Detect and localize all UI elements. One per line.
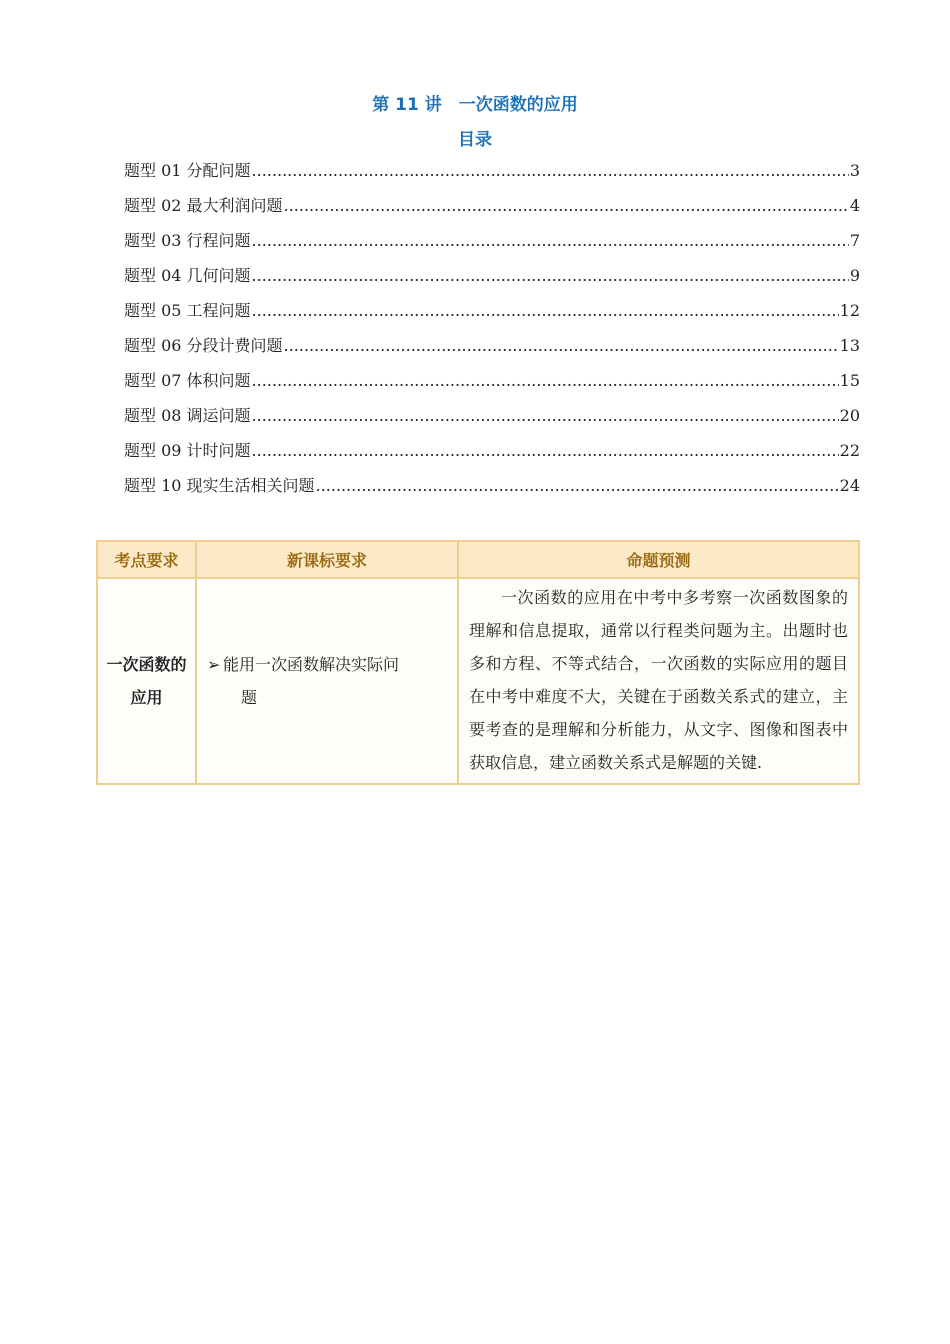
toc-leader-dots xyxy=(284,193,849,219)
standard-text-line2: 题 xyxy=(241,688,258,707)
toc-entry-page: 12 xyxy=(839,301,860,320)
page-title: 第 11 讲 一次函数的应用 xyxy=(372,95,578,115)
toc-entry-page: 24 xyxy=(839,476,860,495)
toc-entry-label: 题型 03 行程问题 xyxy=(124,231,251,250)
toc-entry-page: 9 xyxy=(849,266,860,285)
header-curriculum-standard: 新课标要求 xyxy=(196,541,458,578)
toc-heading: 目录 xyxy=(458,130,492,150)
toc-entry-page: 15 xyxy=(839,371,860,390)
toc-entry-label: 题型 09 计时问题 xyxy=(124,441,251,460)
toc-entry-label: 题型 07 体积问题 xyxy=(124,371,251,390)
toc-leader-dots xyxy=(252,368,839,394)
toc-entry-label: 题型 04 几何问题 xyxy=(124,266,251,285)
toc-entry[interactable] xyxy=(124,473,860,508)
toc-entry[interactable] xyxy=(124,333,860,368)
toc-entry-page: 22 xyxy=(839,441,860,460)
toc-entry[interactable] xyxy=(124,403,860,438)
toc-entry-label: 题型 08 调运问题 xyxy=(124,406,251,425)
toc-entry-label: 题型 02 最大利润问题 xyxy=(124,196,283,215)
toc-entry-page: 3 xyxy=(849,161,860,180)
toc-leader-dots xyxy=(252,403,839,429)
toc-entry[interactable] xyxy=(124,158,860,193)
toc-leader-dots xyxy=(316,473,839,499)
toc-leader-dots xyxy=(252,298,839,324)
toc-entry[interactable] xyxy=(124,298,860,333)
toc-entry-label: 题型 06 分段计费问题 xyxy=(124,336,283,355)
table-of-contents xyxy=(124,158,860,508)
toc-entry[interactable] xyxy=(124,438,860,473)
arrow-bullet-icon: ➢ xyxy=(207,655,221,674)
toc-entry[interactable] xyxy=(124,263,860,298)
toc-entry-label: 题型 05 工程问题 xyxy=(124,301,251,320)
toc-entry[interactable] xyxy=(124,193,860,228)
standard-cell xyxy=(196,578,458,784)
toc-entry[interactable] xyxy=(124,368,860,403)
standard-text-line1: 能用一次函数解决实际问 xyxy=(223,655,400,674)
toc-entry-page: 13 xyxy=(839,336,860,355)
toc-leader-dots xyxy=(284,333,839,359)
toc-entry-label: 题型 01 分配问题 xyxy=(124,161,251,180)
toc-entry-page: 4 xyxy=(849,196,860,215)
prediction-cell: 一次函数的应用在中考中多考察一次函数图象的理解和信息提取，通常以行程类问题为主。出题时也多和方程、不等式结合，一次函数的实际应用的题目在中考中难度不大，关键在于函数关系式的建立，主要考查的是理解和分析能力，从文字、图像和图表中获取信息，建立函数关系式是解题的关键. xyxy=(458,578,859,784)
toc-leader-dots xyxy=(252,158,849,184)
toc-entry-page: 20 xyxy=(839,406,860,425)
table-header-row xyxy=(97,541,859,578)
toc-leader-dots xyxy=(252,228,849,254)
requirements-table xyxy=(96,540,860,785)
toc-leader-dots xyxy=(252,263,849,289)
header-prediction: 命题预测 xyxy=(458,541,859,578)
topic-cell: 一次函数的应用 xyxy=(97,578,196,784)
table-row xyxy=(97,578,859,784)
toc-entry-page: 7 xyxy=(849,231,860,250)
toc-entry[interactable] xyxy=(124,228,860,263)
header-exam-point: 考点要求 xyxy=(97,541,196,578)
toc-leader-dots xyxy=(252,438,839,464)
toc-entry-label: 题型 10 现实生活相关问题 xyxy=(124,476,315,495)
